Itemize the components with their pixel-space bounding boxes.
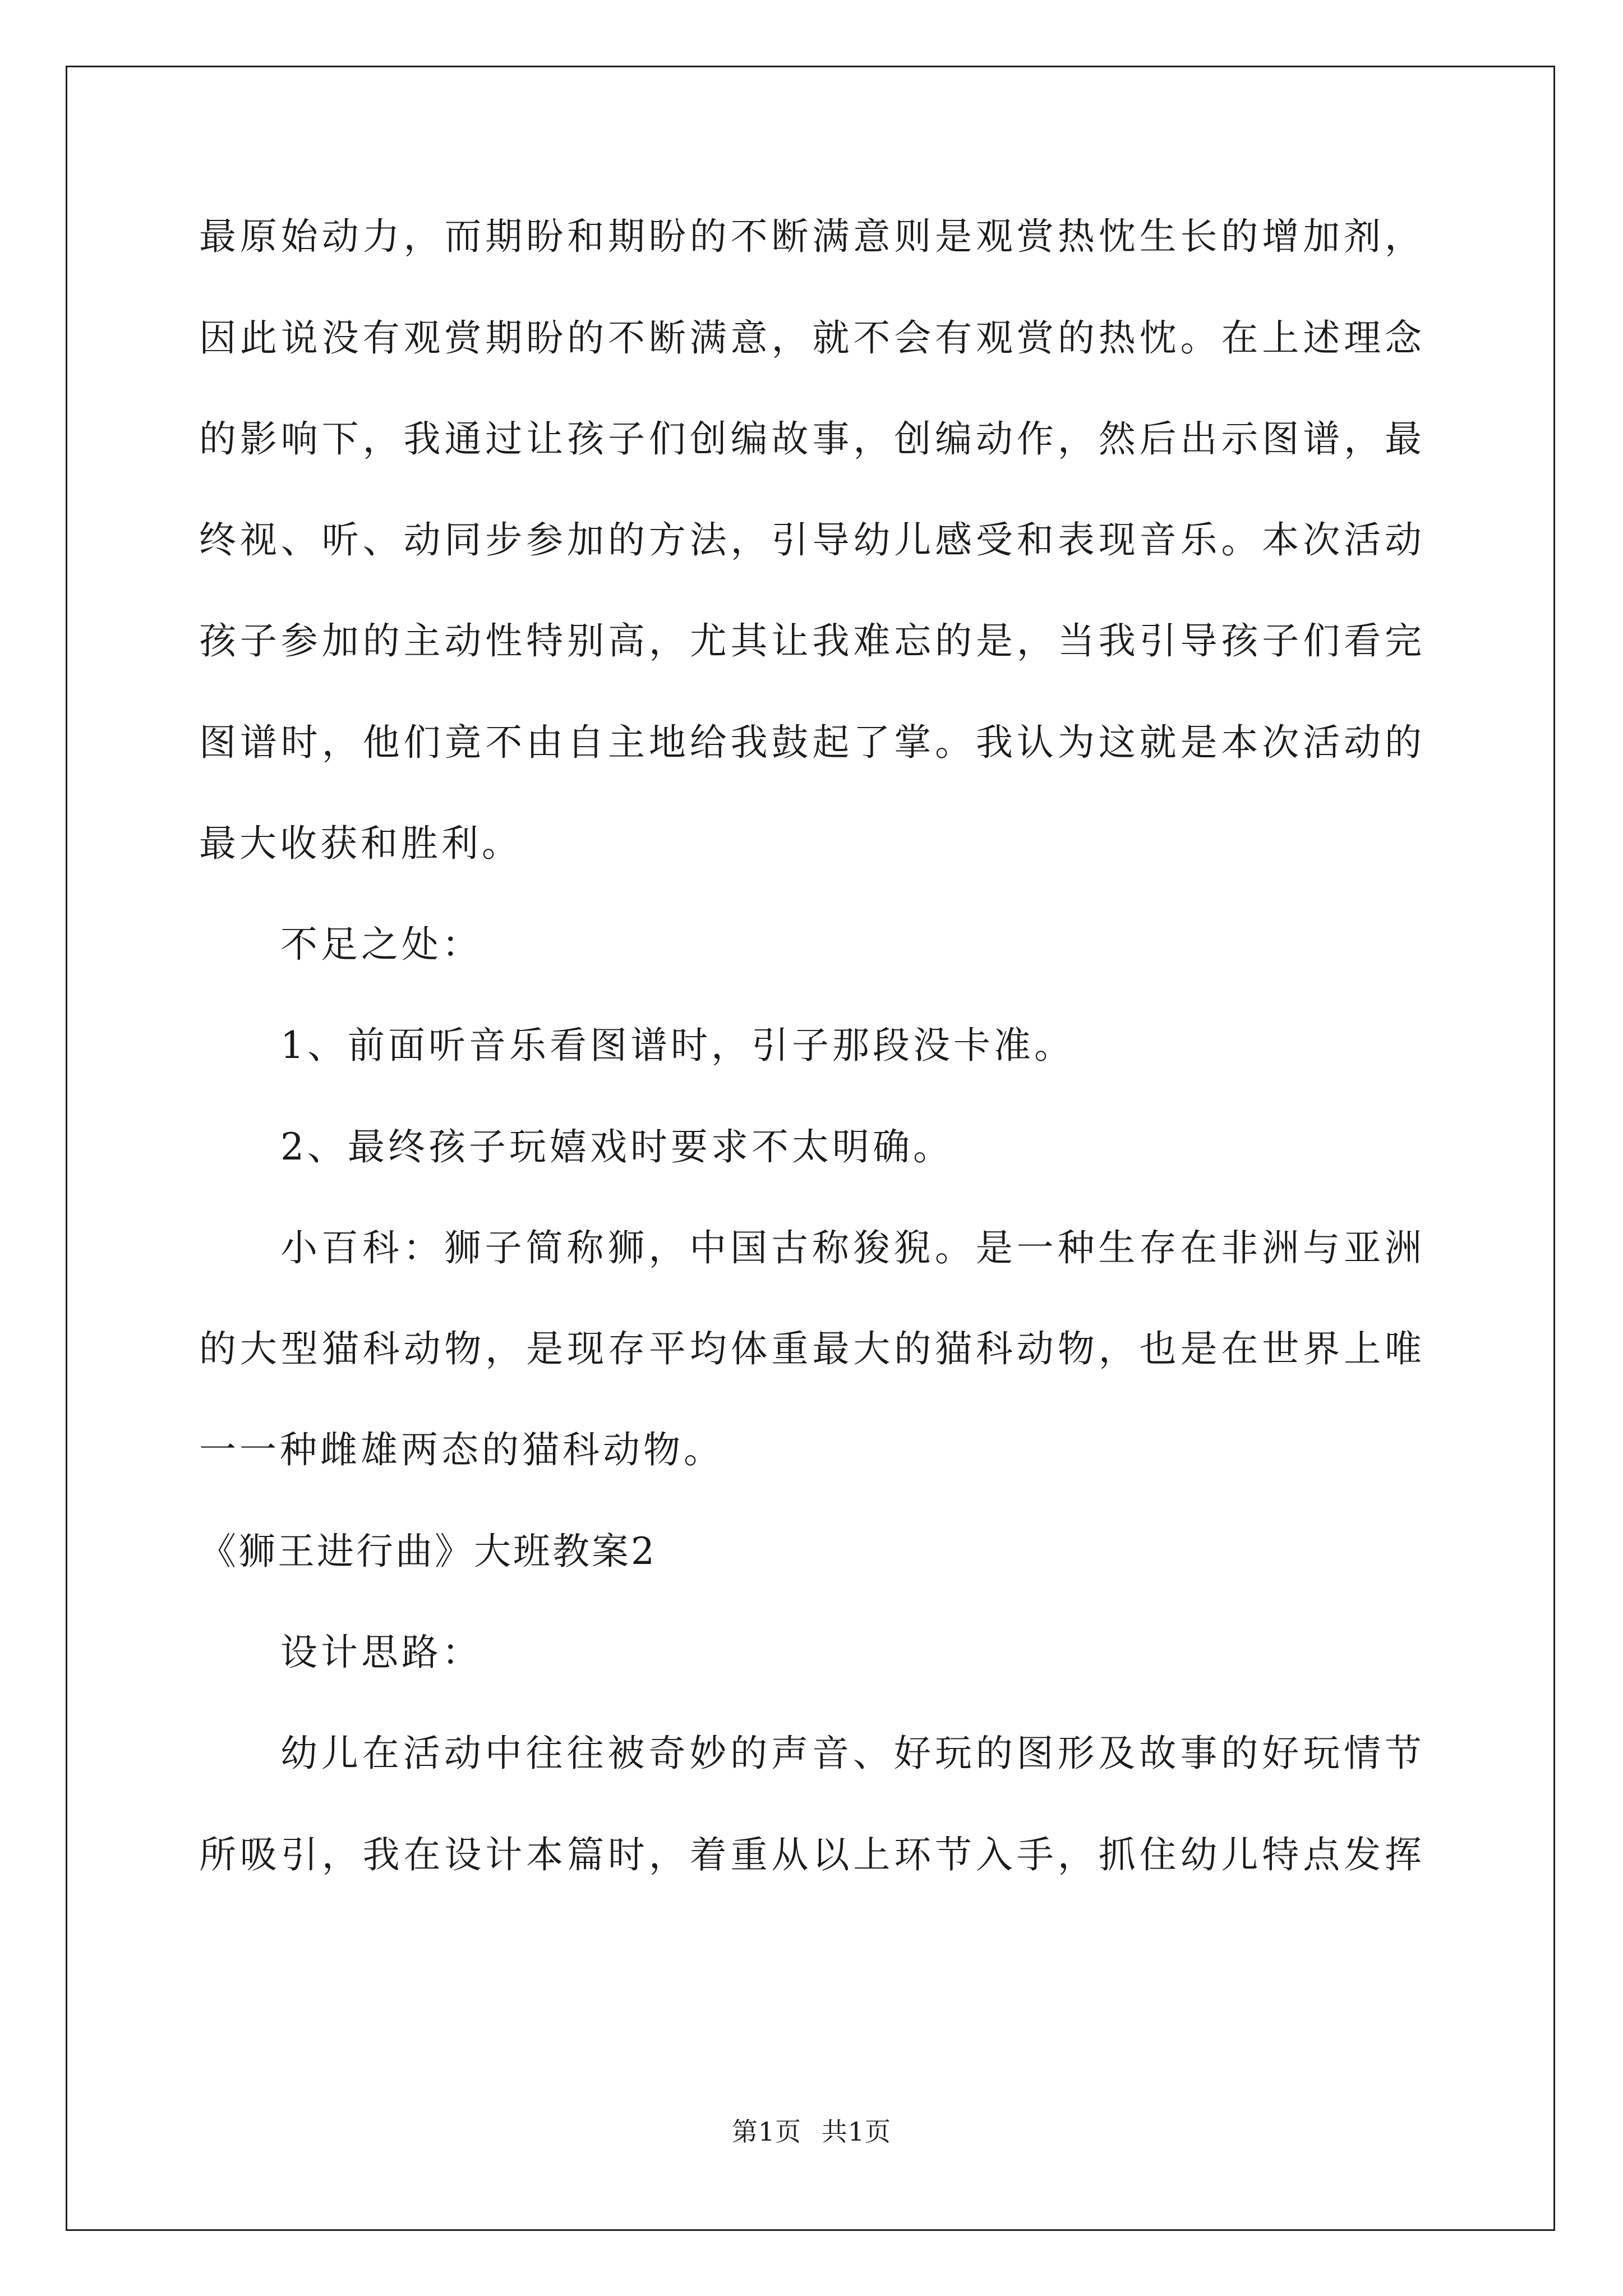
paragraph-line: 小百科：狮子简称狮，中国古称狻猊。是一种生存在非洲与亚洲 [280,1226,1422,1269]
section-label: 设计思路： [280,1631,482,1674]
paragraph-line: 最原始动力，而期盼和期盼的不断满意则是观赏热忱生长的增加剂， [199,215,1422,258]
list-item: 2、最终孩子玩嬉戏时要求不太明确。 [280,1125,953,1168]
paragraph-line: 终视、听、动同步参加的方法，引导幼儿感受和表现音乐。本次活动 [199,518,1422,562]
paragraph-line: 图谱时，他们竟不由自主地给我鼓起了掌。我认为这就是本次活动的 [199,721,1422,764]
paragraph-line: 幼儿在活动中往往被奇妙的声音、好玩的图形及故事的好玩情节 [280,1732,1422,1775]
paragraph-line: 的大型猫科动物，是现存平均体重最大的猫科动物，也是在世界上唯 [199,1327,1422,1370]
paragraph-line: 一一种雌雄两态的猫科动物。 [199,1428,724,1471]
section-label: 不足之处： [280,923,482,966]
section-heading: 《狮王进行曲》大班教案2 [199,1530,657,1573]
paragraph-line: 孩子参加的主动性特别高，尤其让我难忘的是，当我引导孩子们看完 [199,619,1422,662]
page-footer [0,2115,1623,2148]
paragraph-line: 因此说没有观赏期盼的不断满意，就不会有观赏的热忱。在上述理念 [199,316,1422,360]
list-item: 1、前面听音乐看图谱时，引子那段没卡准。 [280,1024,1075,1067]
paragraph-line: 的影响下，我通过让孩子们创编故事，创编动作，然后出示图谱，最 [199,417,1422,461]
paragraph-line: 最大收获和胜利。 [199,822,522,865]
paragraph-line: 所吸引，我在设计本篇时，着重从以上环节入手，抓住幼儿特点发挥 [199,1833,1422,1876]
page-number-total: 共1页 [821,2116,892,2147]
page-number-current: 第1页 [731,2116,802,2147]
